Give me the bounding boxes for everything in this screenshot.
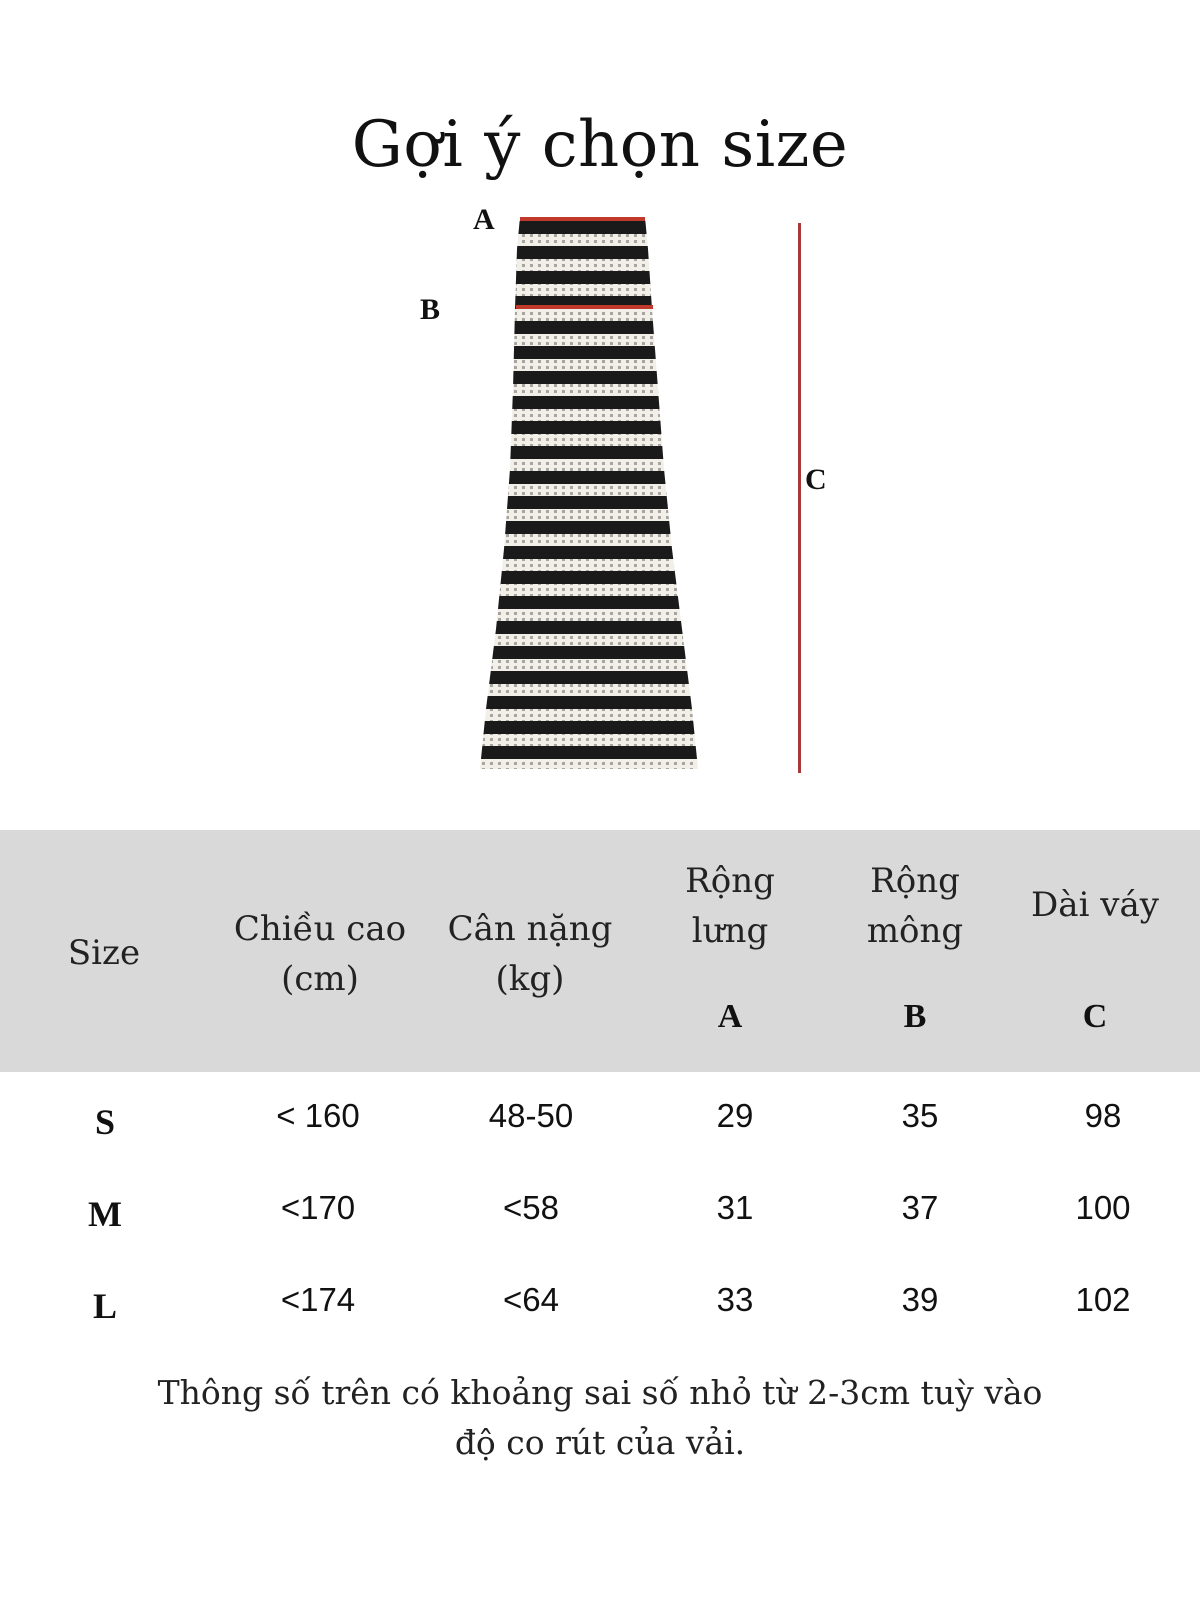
label-a: A [473,203,495,236]
header-code-b: B [903,998,927,1035]
skirt-stripes [480,209,700,779]
cell-waist: 33 [716,1281,754,1318]
length-measure-line [798,223,801,773]
hip-accent-line [516,305,653,309]
header-size: Size [67,933,141,973]
cell-length: 102 [1075,1281,1131,1318]
header-code-a: A [717,998,743,1035]
cell-weight: <58 [503,1189,559,1226]
cell-height: <174 [280,1281,356,1318]
header-code-c: C [1082,998,1108,1035]
table-row [0,1086,1200,1146]
cell-size: M [88,1194,122,1234]
cell-weight: 48-50 [488,1097,574,1134]
cell-weight: <64 [503,1281,559,1318]
table-row [0,1178,1200,1238]
striped-skirt-image [480,209,700,779]
cell-size: L [92,1286,117,1326]
cell-length: 98 [1084,1097,1122,1134]
cell-waist: 29 [716,1097,754,1134]
tolerance-note: Thông số trên có khoảng sai số nhỏ từ 2-3cm tuỳ vào độ co rút của vải. [157,1373,1043,1462]
size-table-header [0,830,1200,1072]
header-length: Dài váy [1031,885,1159,925]
cell-hip: 39 [901,1281,939,1318]
cell-height: < 160 [276,1097,360,1134]
header-waist: Rộng lưng [685,861,775,951]
header-height: Chiều cao (cm) [233,909,407,999]
cell-hip: 35 [901,1097,939,1134]
cell-waist: 31 [716,1189,754,1226]
header-hip: Rộng mông [866,861,964,951]
label-c: C [805,463,827,496]
table-row [0,1270,1200,1330]
header-weight: Cân nặng (kg) [447,909,613,999]
label-b: B [420,293,441,326]
cell-length: 100 [1075,1189,1131,1226]
cell-size: S [94,1102,116,1142]
cell-hip: 37 [901,1189,939,1226]
cell-height: <170 [280,1189,356,1226]
skirt-figure [0,195,1200,795]
page-title: Gợi ý chọn size [351,108,849,182]
waistband-accent [520,217,645,221]
